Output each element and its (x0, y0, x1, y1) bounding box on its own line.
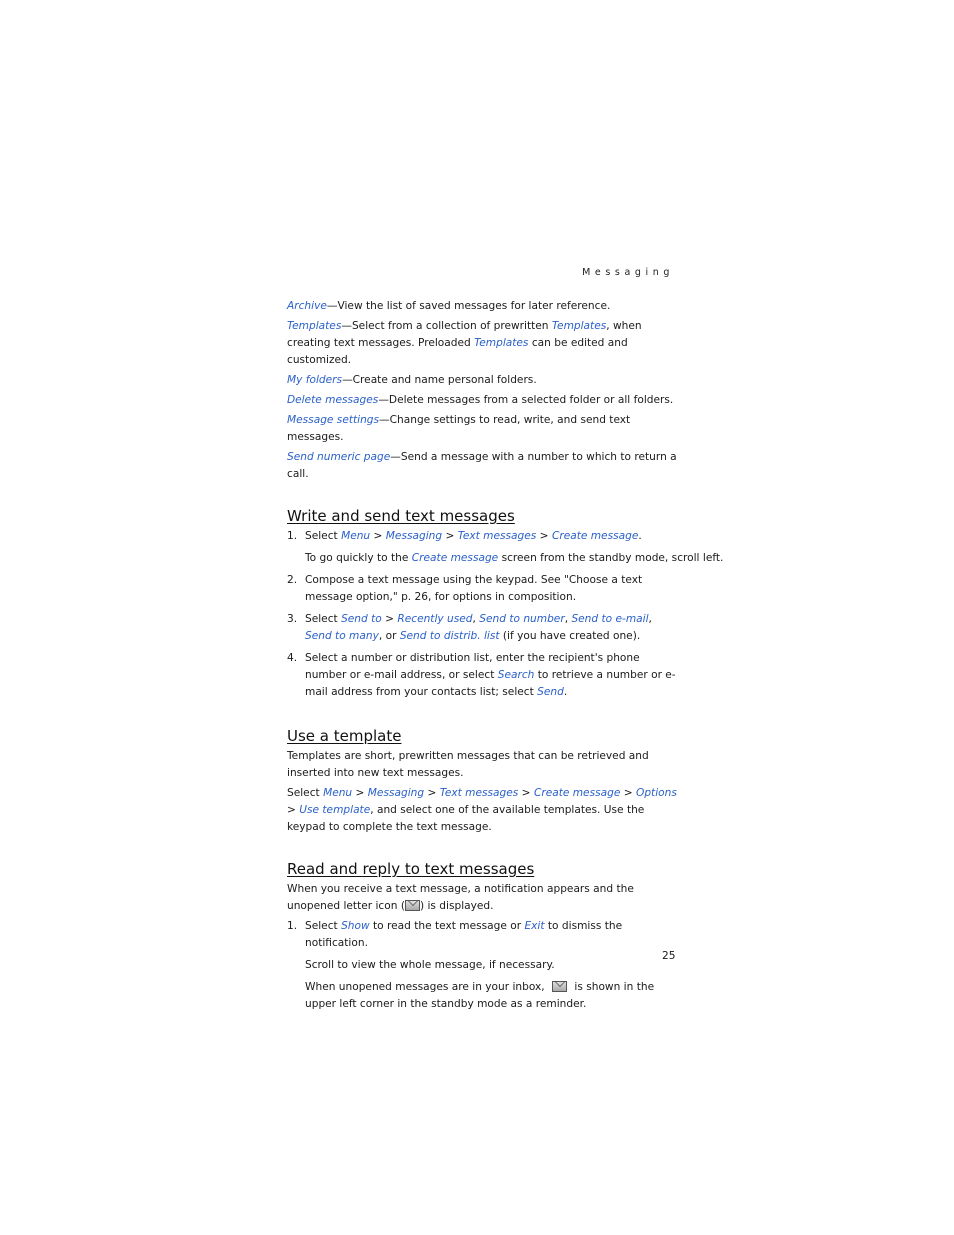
running-header: Messaging (582, 267, 674, 278)
delete-messages-link[interactable]: Delete messages (287, 394, 379, 406)
read-intro: When you receive a text message, a notification appears and the unopened letter icon ( ) is displayed. (287, 883, 634, 912)
create-message-link[interactable]: Create message (411, 552, 499, 564)
list-item: 3. Select Send to > Recently used, Send to number, Send to e-mail, Send to many, or Send to distrib. list (if you have created one). (287, 613, 652, 642)
use-template-link[interactable]: Use template (299, 804, 371, 816)
send-to-many-link[interactable]: Send to many (305, 630, 379, 642)
section-title-template: Use a template (287, 727, 402, 745)
text-messages-link[interactable]: Text messages (439, 787, 519, 799)
list-item: 1. Select Show to read the text message or Exit to dismiss the notification. (287, 920, 623, 949)
section-title-write: Write and send text messages (287, 507, 515, 525)
options-link[interactable]: Options (635, 787, 677, 799)
envelope-icon (405, 900, 420, 911)
step-note: When unopened messages are in your inbox, is shown in the upper left corner in the standby mode as a reminder. (305, 981, 655, 1010)
show-link[interactable]: Show (341, 920, 370, 932)
template-intro: Templates are short, prewritten messages that can be retrieved and inserted into new text messages. (287, 750, 649, 779)
recently-used-link[interactable]: Recently used (397, 613, 473, 625)
menu-link[interactable]: Menu (323, 787, 353, 799)
menu-item-send-numeric-page: Send numeric page—Send a message with a number to which to return a call. (287, 451, 677, 480)
templates-link[interactable]: Templates (551, 320, 607, 332)
menu-item-templates: Templates—Select from a collection of prewritten Templates, when creating text messages. Preloaded Templates can be edited and customized. (287, 320, 642, 366)
template-instructions: Select Menu > Messaging > Text messages > Create message > Options > Use template, and select one of the available templates. Use the keypad to complete the text message. (287, 787, 677, 833)
list-item: 4. Select a number or distribution list, enter the recipient's phone number or e-mail address, or select Search to retrieve a number or e-mail address from your contacts list; select Send. (287, 652, 676, 698)
send-to-distrib-list-link[interactable]: Send to distrib. list (399, 630, 500, 642)
messaging-link[interactable]: Messaging (367, 787, 425, 799)
exit-link[interactable]: Exit (524, 920, 545, 932)
page-number: 25 (662, 950, 676, 962)
menu-item-archive: Archive—View the list of saved messages for later reference. (287, 300, 611, 312)
send-to-link[interactable]: Send to (341, 613, 382, 625)
text-messages-link[interactable]: Text messages (457, 530, 537, 542)
create-message-link[interactable]: Create message (533, 787, 621, 799)
step-note: To go quickly to the Create message screen from the standby mode, scroll left. (305, 552, 724, 564)
send-numeric-page-link[interactable]: Send numeric page (287, 451, 391, 463)
list-item: 1. Select Menu > Messaging > Text messages > Create message. (287, 530, 642, 542)
templates-link[interactable]: Templates (287, 320, 342, 332)
send-link[interactable]: Send (537, 686, 564, 698)
send-to-email-link[interactable]: Send to e-mail (571, 613, 649, 625)
menu-item-my-folders: My folders—Create and name personal folders. (287, 374, 537, 386)
messaging-link[interactable]: Messaging (385, 530, 443, 542)
page-content (287, 298, 724, 1018)
section-title-read: Read and reply to text messages (287, 860, 535, 878)
message-settings-link[interactable]: Message settings (287, 414, 380, 426)
step-note: Scroll to view the whole message, if necessary. (305, 959, 555, 971)
search-link[interactable]: Search (497, 669, 535, 681)
send-to-number-link[interactable]: Send to number (479, 613, 565, 625)
envelope-icon (552, 981, 567, 992)
templates-link[interactable]: Templates (474, 337, 529, 349)
menu-item-message-settings: Message settings—Change settings to read, write, and send text messages. (287, 414, 631, 443)
archive-link[interactable]: Archive (287, 300, 327, 312)
my-folders-link[interactable]: My folders (287, 374, 343, 386)
create-message-link[interactable]: Create message (551, 530, 639, 542)
menu-link[interactable]: Menu (341, 530, 371, 542)
list-item: 2. Compose a text message using the keypad. See "Choose a text message option," p. 26, for options in composition. (287, 574, 643, 603)
menu-item-delete-messages: Delete messages—Delete messages from a selected folder or all folders. (287, 394, 674, 406)
